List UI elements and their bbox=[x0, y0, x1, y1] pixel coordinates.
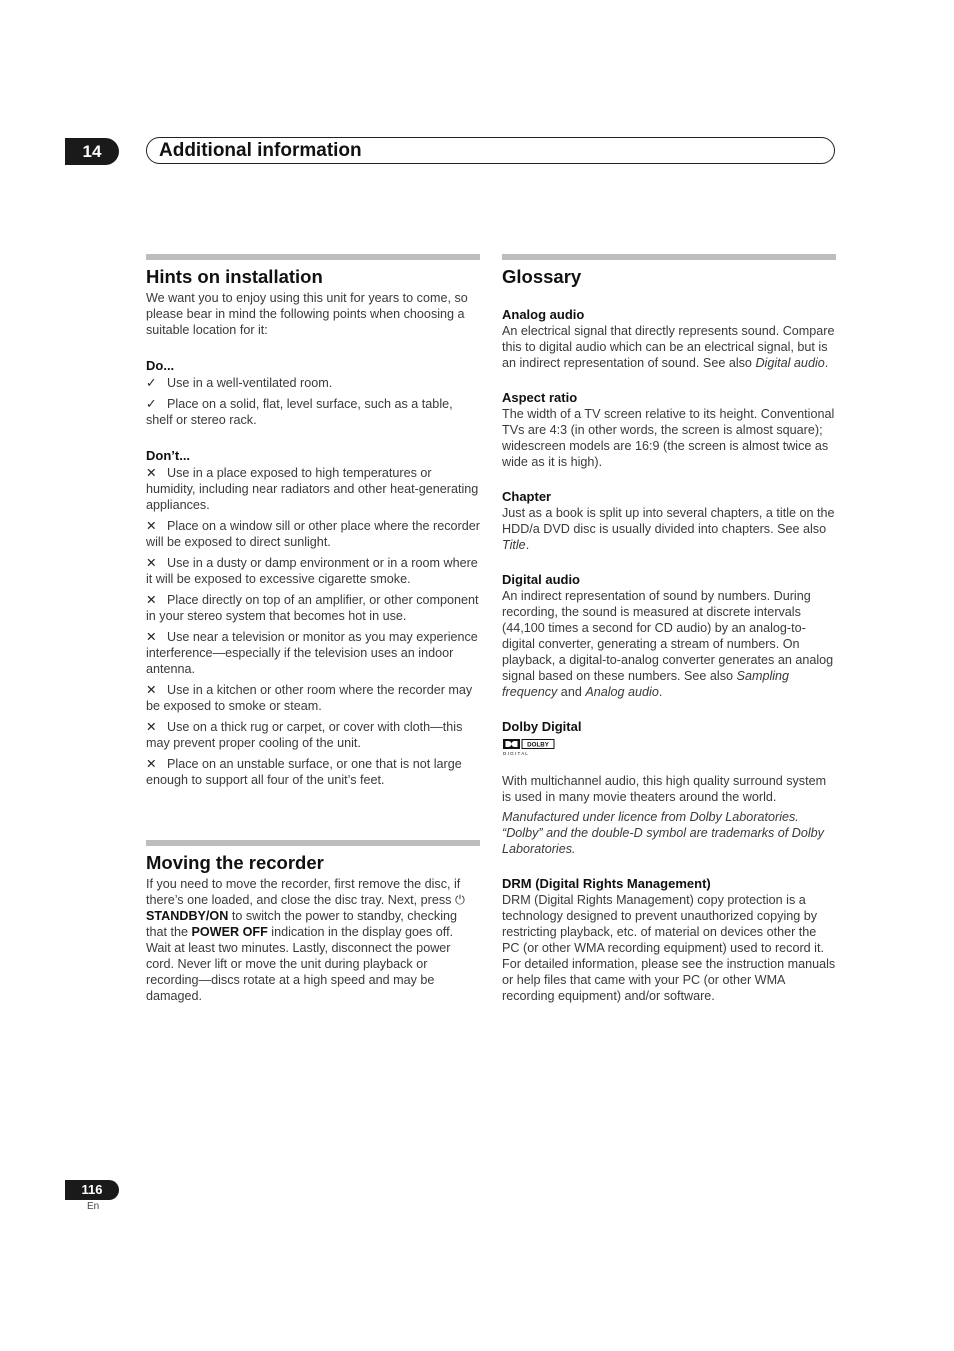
glossary-term: Digital audio bbox=[502, 572, 580, 587]
glossary-term: Analog audio bbox=[502, 307, 585, 322]
glossary-term: Dolby Digital bbox=[502, 719, 582, 734]
glossary-section bbox=[502, 254, 836, 1004]
moving-text: If you need to move the recorder, first remove the disc, if there’s one loaded, and close the disc tray. Next, press ⏻ STANDBY/ON to switch the power to standby, checking that the POWER OFF indication in the display goes off. Wait at least two minutes. Lastly, disconnect the power cord. Never lift or move the unit during playback or recording—discs rotate at a high speed and may be damaged. bbox=[146, 877, 465, 1003]
section-divider bbox=[146, 840, 480, 846]
moving-section bbox=[146, 840, 480, 1004]
do-item: ✓ Place on a solid, flat, level surface, such as a table, shelf or stereo rack. bbox=[146, 397, 453, 427]
dont-item: ✕ Use in a dusty or damp environment or in a room where it will be exposed to excessive cigarette smoke. bbox=[146, 556, 478, 586]
dolby-digital-logo-icon bbox=[502, 738, 556, 756]
glossary-term: Chapter bbox=[502, 489, 552, 504]
glossary-definition: With multichannel audio, this high quality surround system is used in many movie theaters around the world. bbox=[502, 774, 827, 804]
dont-item: ✕ Place on a window sill or other place where the recorder will be exposed to direct sunlight. bbox=[146, 519, 480, 549]
hints-title: Hints on installation bbox=[146, 266, 323, 287]
dolby-logo-subtext: D I G I T A L bbox=[503, 751, 528, 756]
power-icon: ⏻ bbox=[454, 893, 465, 907]
glossary-entry-chapter bbox=[502, 489, 836, 553]
cross-icon: ✕ bbox=[146, 720, 157, 734]
section-divider bbox=[146, 254, 480, 260]
dont-item: ✕ Use near a television or monitor as you may experience interference—especially if the television uses an indoor antenna. bbox=[146, 630, 478, 676]
cross-icon: ✕ bbox=[146, 556, 157, 570]
do-heading: Do... bbox=[146, 358, 175, 373]
dont-item: ✕ Use on a thick rug or carpet, or cover with cloth—this may prevent proper cooling of the unit. bbox=[146, 720, 463, 750]
dont-item: ✕ Place on an unstable surface, or one that is not large enough to support all four of the unit’s feet. bbox=[146, 757, 462, 787]
dont-heading: Don’t... bbox=[146, 448, 191, 463]
cross-icon: ✕ bbox=[146, 757, 157, 771]
cross-icon: ✕ bbox=[146, 683, 157, 697]
glossary-definition: The width of a TV screen relative to its height. Conventional TVs are 4:3 (in other words, the screen is almost square); widescreen models are 16:9 (the screen is almost twice as wide as it is high). bbox=[502, 407, 835, 469]
cross-icon: ✕ bbox=[146, 593, 157, 607]
check-icon: ✓ bbox=[146, 397, 157, 411]
section-divider bbox=[502, 254, 836, 260]
page-language: En bbox=[87, 1201, 100, 1212]
cross-icon: ✕ bbox=[146, 466, 157, 480]
glossary-term: Aspect ratio bbox=[502, 390, 578, 405]
glossary-definition: DRM (Digital Rights Management) copy protection is a technology designed to prevent unauthorized copying by restricting playback, etc. of material on devices other the PC (or other WMA recording equipment) used to record it. For detailed information, please see the instruction manuals or help files that came with your PC (or other WMA recording equipment) and/or software. bbox=[502, 893, 836, 1003]
dont-item: ✕ Place directly on top of an amplifier, or other component in your stereo system that becomes hot in use. bbox=[146, 593, 479, 623]
glossary-entry-aspect-ratio bbox=[502, 390, 836, 470]
do-item: ✓ Use in a well-ventilated room. bbox=[146, 376, 333, 390]
dont-item: ✕ Use in a kitchen or other room where the recorder may be exposed to smoke or steam. bbox=[146, 683, 473, 713]
glossary-term: DRM (Digital Rights Management) bbox=[502, 876, 711, 891]
chapter-number: 14 bbox=[65, 138, 119, 165]
glossary-definition: An indirect representation of sound by numbers. During recording, the sound is measured at discrete intervals (44,100 times a second for CD audio) by an analog-to-digital converter, generating a stream of numbers. On playback, a digital-to-analog converter generates an analog signal based on these numbers. See also Sampling frequency and Analog audio. bbox=[502, 589, 834, 699]
glossary-entry-drm bbox=[502, 876, 836, 1004]
moving-title: Moving the recorder bbox=[146, 852, 324, 873]
glossary-entry-digital-audio bbox=[502, 572, 836, 700]
cross-icon: ✕ bbox=[146, 519, 157, 533]
chapter-title: Additional information bbox=[146, 137, 835, 164]
page-number: 116 bbox=[65, 1180, 119, 1200]
hints-intro: We want you to enjoy using this unit for years to come, so please bear in mind the following points when choosing a suitable location for it: bbox=[146, 291, 468, 337]
glossary-definition: Just as a book is split up into several chapters, a title on the HDD/a DVD disc is usually divided into chapters. See also Title. bbox=[502, 506, 835, 552]
dolby-logo-text: DOLBY bbox=[527, 741, 549, 749]
glossary-entry-dolby-digital bbox=[502, 719, 836, 857]
hints-section bbox=[146, 254, 480, 788]
glossary-title: Glossary bbox=[502, 266, 582, 287]
cross-icon: ✕ bbox=[146, 630, 157, 644]
check-icon: ✓ bbox=[146, 376, 157, 390]
dolby-licence-note: Manufactured under licence from Dolby Laboratories. “Dolby” and the double-D symbol are trademarks of Dolby Laboratories. bbox=[502, 810, 824, 856]
glossary-definition: An electrical signal that directly represents sound. Compare this to digital audio which can be an electrical signal, but is an indirect representation of sound. See also Digital audio. bbox=[502, 324, 835, 370]
glossary-entry-analog-audio bbox=[502, 307, 836, 371]
dont-item: ✕ Use in a place exposed to high temperatures or humidity, including near radiators and other heat-generating appliances. bbox=[146, 466, 479, 512]
